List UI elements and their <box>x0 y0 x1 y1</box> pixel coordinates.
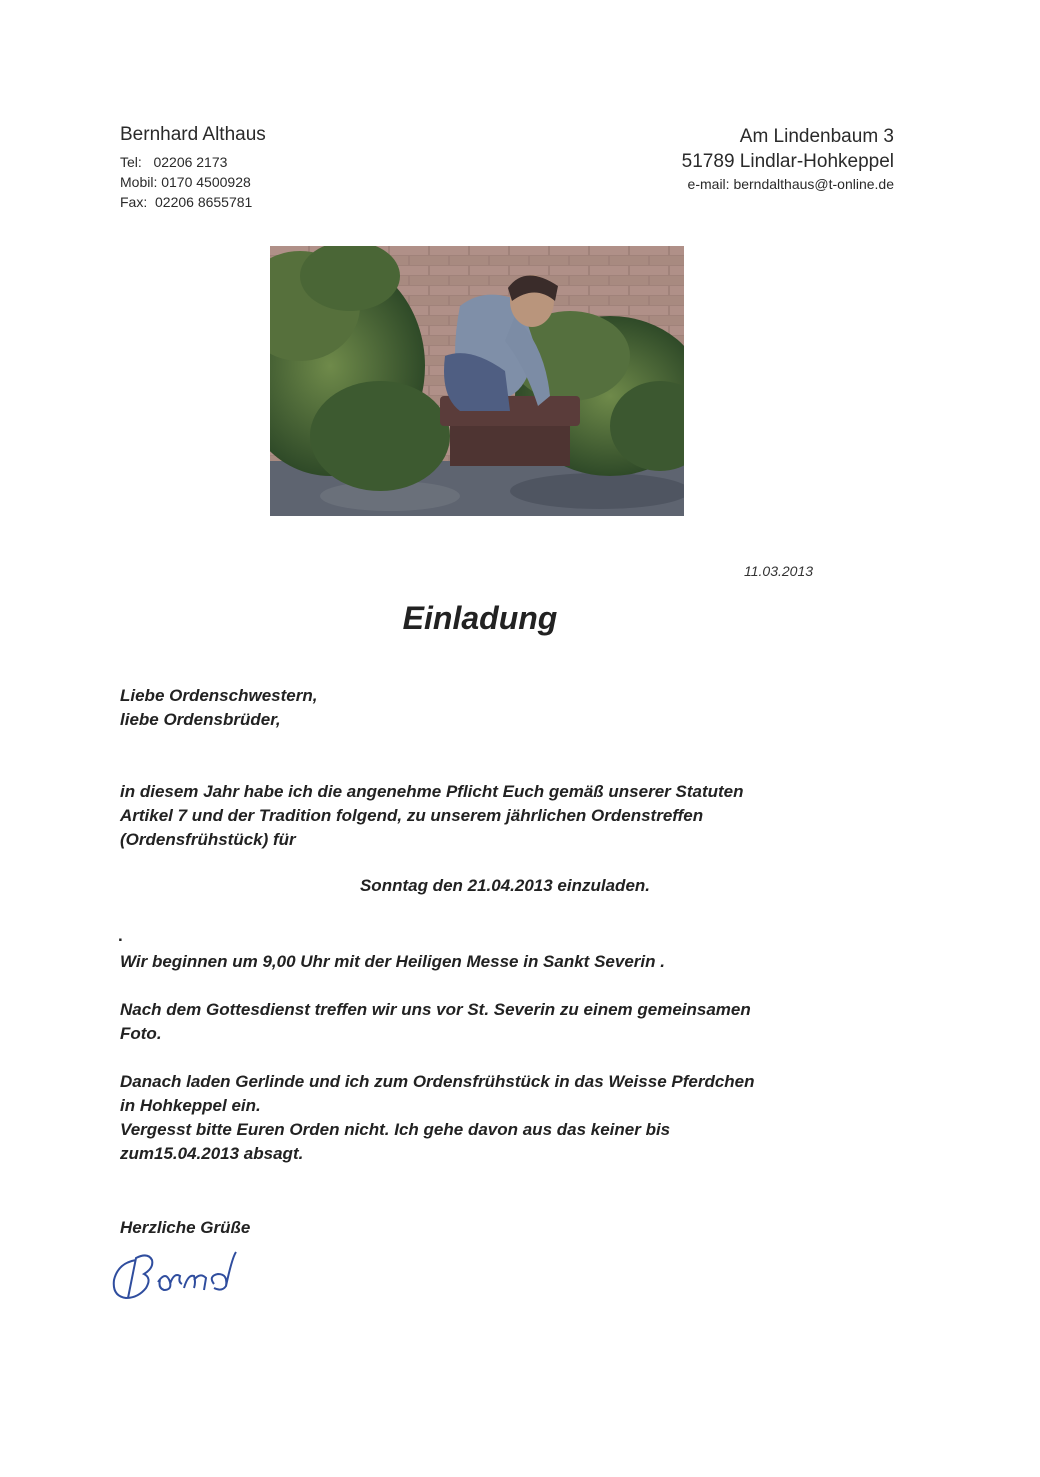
signature-drawing <box>108 1248 298 1308</box>
paragraph-photo <box>120 998 920 1046</box>
letter-title: Einladung <box>402 600 558 636</box>
sender-name: Bernhard Althaus <box>120 124 266 145</box>
handwritten-signature <box>108 1248 298 1313</box>
event-date-line: Sonntag den 21.04.2013 einzuladen. <box>359 876 651 895</box>
paragraph-line: Foto. <box>120 1024 162 1043</box>
statue-photo <box>270 246 684 516</box>
paragraph-line: Artikel 7 und der Tradition folgend, zu unserem jährlichen Ordenstreffen <box>120 806 704 825</box>
salutation-line: Liebe Ordenschwestern, <box>120 686 318 705</box>
address-email: e-mail: berndalthaus@t-online.de <box>687 176 894 192</box>
sender-fax: Fax: 02206 8655781 <box>120 194 253 210</box>
sender-mobil: Mobil: 0170 4500928 <box>120 174 251 190</box>
paragraph-line: in diesem Jahr habe ich die angenehme Pflicht Euch gemäß unserer Statuten <box>120 782 744 801</box>
paragraph-line: in Hohkeppel ein. <box>120 1096 261 1115</box>
sender-block <box>120 124 266 212</box>
sender-tel: Tel: 02206 2173 <box>120 154 228 170</box>
mass-line: Wir beginnen um 9,00 Uhr mit der Heiligen Messe in Sankt Severin . <box>120 952 665 971</box>
paragraph-line: Vergesst bitte Euren Orden nicht. Ich gehe davon aus das keiner bis <box>120 1120 671 1139</box>
stray-dot: . <box>118 926 123 945</box>
closing: Herzliche Grüße <box>120 1218 251 1237</box>
paragraph-intro <box>120 780 920 852</box>
statue-photo-illustration <box>270 246 684 516</box>
paragraph-line: zum15.04.2013 absagt. <box>120 1144 304 1163</box>
paragraph-line: Nach dem Gottesdienst treffen wir uns vor St. Severin zu einem gemeinsamen <box>120 1000 751 1019</box>
paragraph-line: (Ordensfrühstück) für <box>120 830 296 849</box>
salutation-line: liebe Ordensbrüder, <box>120 710 281 729</box>
address-city: 51789 Lindlar-Hohkeppel <box>681 151 894 172</box>
paragraph-breakfast <box>120 1070 920 1166</box>
letter-date: 11.03.2013 <box>744 563 814 579</box>
paragraph-line: Danach laden Gerlinde und ich zum Ordensfrühstück in das Weisse Pferdchen <box>120 1072 755 1091</box>
address-street: Am Lindenbaum 3 <box>739 126 894 147</box>
address-block <box>682 124 894 194</box>
salutation <box>120 684 920 732</box>
